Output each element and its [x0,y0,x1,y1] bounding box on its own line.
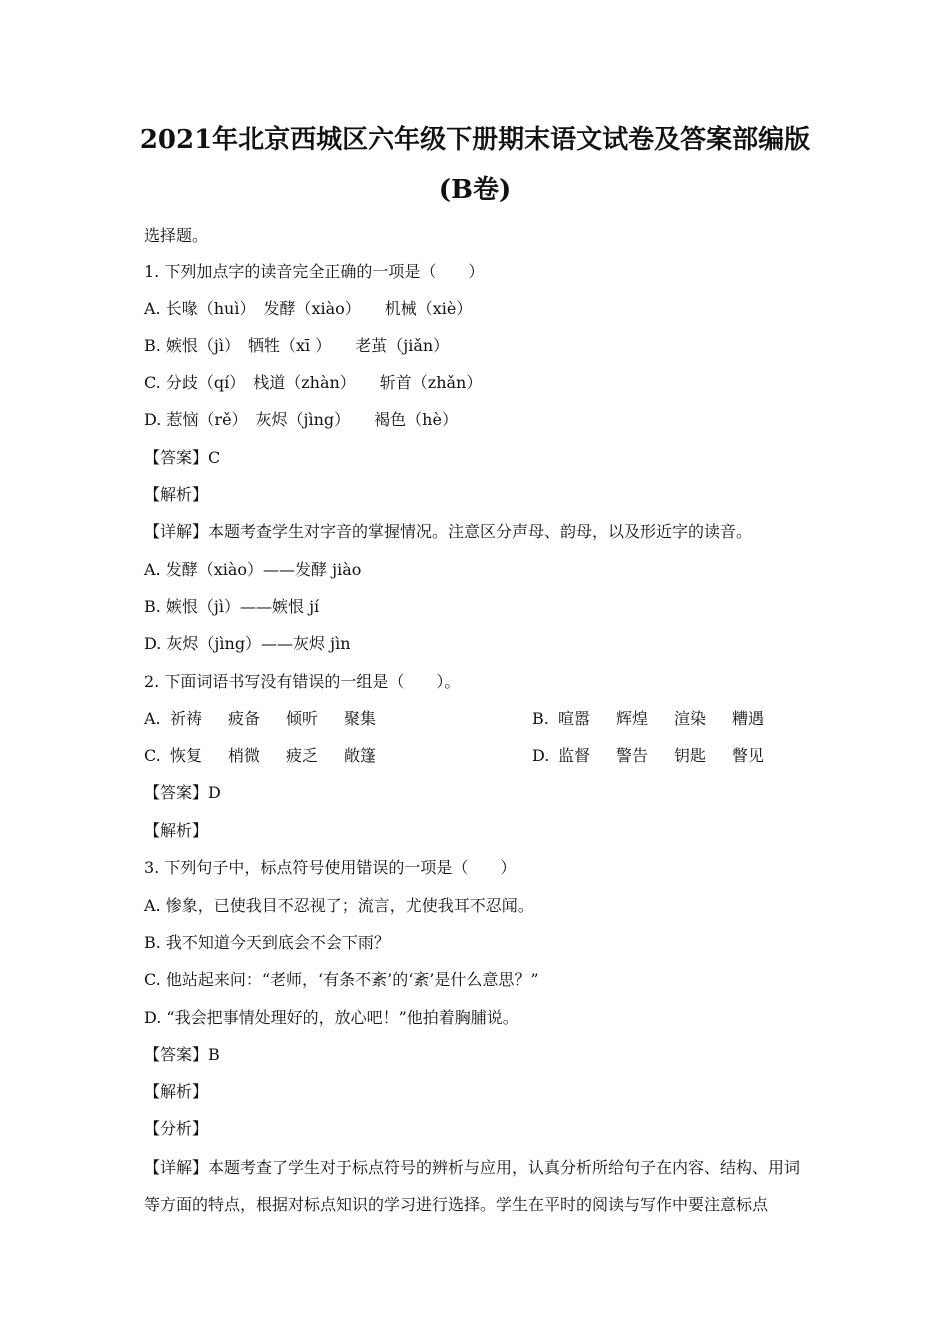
q2-option-a [144,708,402,730]
q3-answer: 【答案】B [144,1045,220,1064]
q2-word: 聚集 [344,709,377,728]
q2-word: 喧嚣 [558,709,591,728]
q3-option-c: C. 他站起来问：“老师，‘有条不紊’的‘紊’是什么意思？” [144,970,539,989]
q2-analysis: 【解析】 [144,821,209,840]
q2-option-d-label: D. [532,746,550,765]
q1-option-a: A. 长喙（huì） 发酵（xiào） 机械（xiè） [144,299,473,318]
q2-word: 监督 [558,746,591,765]
q1-option-c: C. 分歧（qí） 栈道（zhàn） 斩首（zhǎn） [144,373,483,392]
q2-word: 恢复 [170,746,203,765]
q1-fix-b: B. 嫉恨（jì）——嫉恨 jí [144,597,320,616]
q2-word: 钥匙 [674,746,707,765]
q1-answer: 【答案】C [144,448,221,467]
q2-word: 瞥见 [732,746,765,765]
q1-detail: 【详解】本题考查学生对字音的掌握情况。注意区分声母、韵母，以及形近字的读音。 [144,522,753,541]
q2-word: 渲染 [674,709,707,728]
q1-stem: 1. 下列加点字的读音完全正确的一项是（ ） [144,262,485,281]
q3-fenxi: 【分析】 [144,1119,209,1138]
q2-word: 疲备 [228,709,261,728]
q2-option-b-label: B. [532,709,549,728]
q2-option-b [532,708,790,730]
q3-option-b: B. 我不知道今天到底会不会下雨？ [144,933,390,952]
q2-option-c [144,745,402,767]
q3-option-a: A. 惨象，已使我目不忍视了；流言，尤使我耳不忍闻。 [144,896,534,915]
q2-stem: 2. 下面词语书写没有错误的一组是（ ）。 [144,672,461,691]
q3-detail: 【详解】本题考查了学生对于标点符号的辨析与应用，认真分析所给句子在内容、结构、用词等方面的特点，根据对标点知识的学习进行选择。学生在平时的阅读与写作中要注意标点 [144,1158,801,1214]
q1-analysis: 【解析】 [144,485,209,504]
q2-word: 辉煌 [616,709,649,728]
q1-option-d: D. 惹恼（rě） 灰烬（jìng） 褐色（hè） [144,410,458,429]
q1-fix-a: A. 发酵（xiào）——发酵 jiào [144,560,362,579]
q2-option-c-label: C. [144,746,161,765]
q2-word: 疲乏 [286,746,319,765]
q2-word: 敞篷 [344,746,377,765]
section-heading: 选择题。 [144,226,209,245]
q2-answer: 【答案】D [144,783,221,802]
q3-stem: 3. 下列句子中，标点符号使用错误的一项是（ ） [144,858,517,877]
q3-analysis: 【解析】 [144,1082,209,1101]
q2-word: 祈祷 [170,709,203,728]
q3-option-d: D. “我会把事情处理好的，放心吧！”他拍着胸脯说。 [144,1008,519,1027]
q2-word: 倾听 [286,709,319,728]
q1-fix-d: D. 灰烬（jìng）——灰烬 jìn [144,634,351,653]
q2-word: 警告 [616,746,649,765]
q2-option-a-label: A. [144,709,161,728]
q2-option-d [532,745,790,767]
q1-option-b: B. 嫉恨（jì） 牺牲（xī ） 老茧（jiǎn） [144,336,450,355]
q2-word: 梢微 [228,746,261,765]
document-subtitle: (B卷) [438,175,512,205]
q2-word: 糟遇 [732,709,765,728]
document-title: 2021年北京西城区六年级下册期末语文试卷及答案部编版 [139,125,811,155]
